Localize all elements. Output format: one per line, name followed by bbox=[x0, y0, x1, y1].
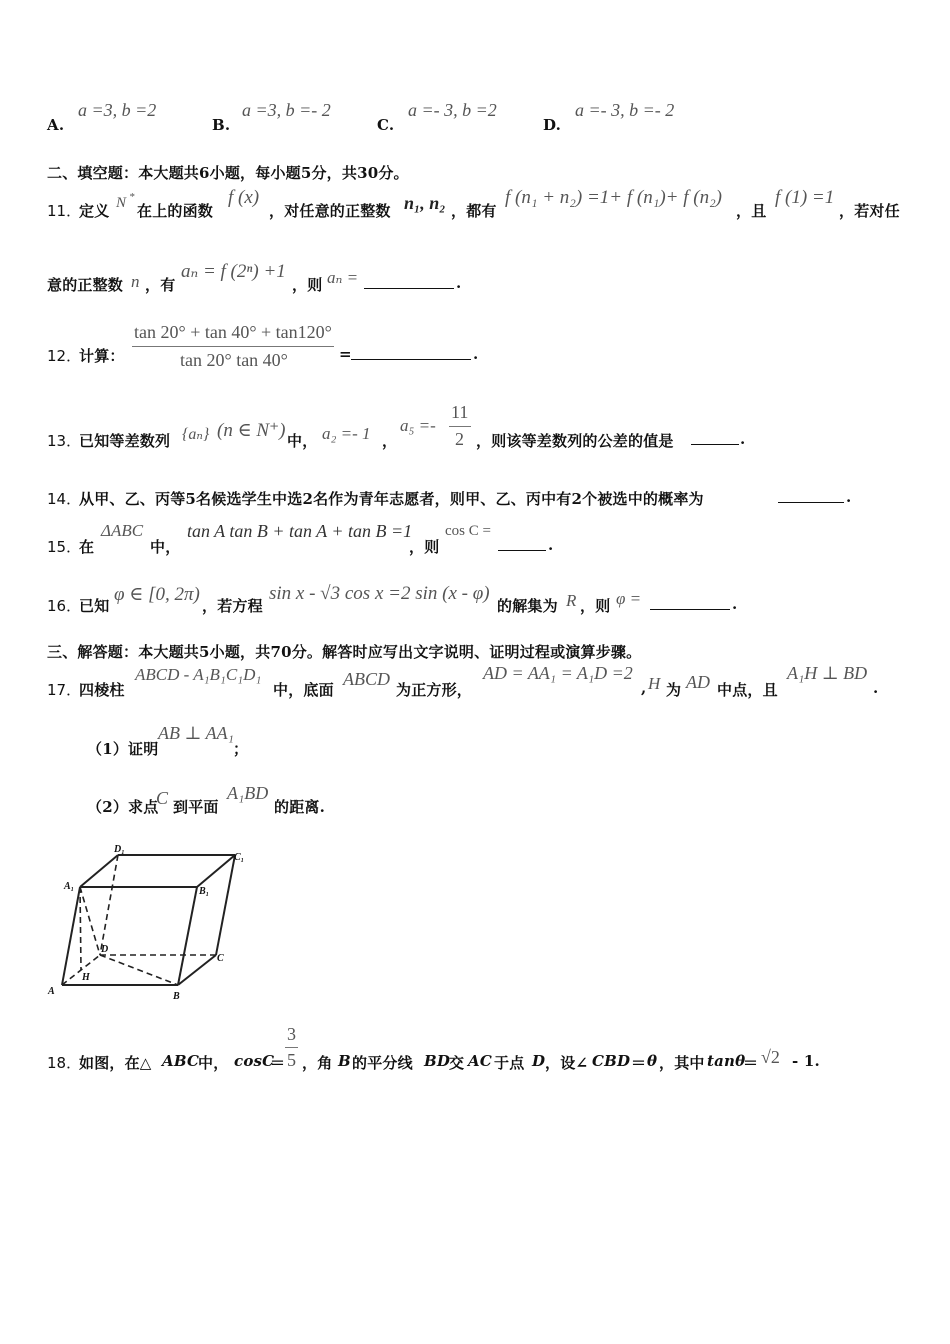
q14-answer-blank[interactable] bbox=[778, 488, 844, 503]
q11-text: ，且 bbox=[736, 202, 767, 220]
q16-text: 已知 bbox=[79, 597, 110, 615]
q15-text: 在 bbox=[79, 538, 95, 556]
q13-math-condition: (n ∈ N⁺) bbox=[217, 420, 286, 441]
q11-text: ，对任意的正整数 bbox=[269, 202, 391, 220]
q17-part2-math-C: C bbox=[156, 788, 169, 808]
q18-cbd: CBD bbox=[592, 1052, 631, 1070]
q12-equals: = bbox=[339, 345, 352, 363]
q18-text: ，其中 bbox=[659, 1054, 705, 1072]
q11-math-an: aₙ = f (2ⁿ) +1 bbox=[181, 261, 286, 282]
edge-c1-c bbox=[216, 855, 235, 955]
q17-math-perpendicular: A₁H ⊥ BD bbox=[787, 663, 868, 683]
q11-math-n12: n₁, n₂ bbox=[404, 193, 446, 213]
q13-number: 13． bbox=[47, 432, 82, 450]
q18-text: ＝ bbox=[743, 1054, 759, 1072]
q18-fraction-numerator: 3 bbox=[287, 1024, 296, 1044]
q11-end: . bbox=[456, 274, 462, 292]
q16-math-R: R bbox=[566, 591, 577, 610]
q14-end: . bbox=[846, 488, 852, 506]
q17-text: , bbox=[641, 679, 647, 697]
option-a-label: A. bbox=[47, 116, 65, 134]
edge-a1-d bbox=[80, 887, 100, 955]
q18-tantheta: tanθ bbox=[707, 1052, 746, 1070]
option-c-label: C. bbox=[377, 116, 395, 134]
q11-text: 意的正整数 bbox=[47, 276, 124, 294]
q11-math-equation: f (n₁ + n₂) =1+ f (n₁)+ f (n₂) bbox=[505, 187, 723, 208]
q16-math-equation: sin x - √3 cos x =2 sin (x - φ) bbox=[269, 583, 490, 604]
q11-math-fx: f (x) bbox=[228, 187, 260, 208]
option-b-math: a =3, b =- 2 bbox=[242, 100, 331, 120]
q13-text: ， bbox=[382, 432, 398, 450]
q17-part1-end: ； bbox=[233, 740, 249, 758]
q13-math-a2: a₂ =- 1 bbox=[322, 424, 371, 443]
label-h: H bbox=[82, 972, 90, 983]
q18-cosc: cosC bbox=[234, 1052, 275, 1070]
q11-text: ，若对任 bbox=[839, 202, 900, 220]
q13-math-sequence: {aₙ} bbox=[182, 426, 210, 443]
q17-text: 为正方形， bbox=[396, 681, 473, 699]
q17-part2-end: 的距离. bbox=[274, 798, 326, 816]
q13-text: ，则该等差数列的公差的值是 bbox=[476, 432, 674, 450]
q17-math-AD: AD bbox=[686, 672, 710, 692]
edge-a1-h bbox=[80, 887, 81, 970]
q12-answer-blank[interactable] bbox=[351, 345, 471, 360]
q11-math-star: * bbox=[129, 191, 135, 203]
q18-fraction-denominator: 5 bbox=[287, 1050, 296, 1070]
q18-ac: AC bbox=[468, 1052, 492, 1070]
q11-math-n: n bbox=[131, 272, 140, 291]
q17-part2-text: 到平面 bbox=[173, 798, 219, 816]
q13-fraction-bar bbox=[449, 426, 471, 427]
q17-text: 为 bbox=[666, 681, 682, 699]
q13-math-a5: a₅ =- bbox=[400, 416, 436, 435]
q11-text: 在上的函数 bbox=[137, 202, 214, 220]
q11-text: ，有 bbox=[145, 276, 176, 294]
label-a: A bbox=[48, 986, 55, 997]
edge-d1-d bbox=[100, 855, 118, 955]
q18-text: 于点 bbox=[494, 1054, 525, 1072]
edge-b1-b bbox=[178, 887, 197, 985]
edge-d-b bbox=[100, 955, 178, 985]
q14-number: 14． bbox=[47, 490, 82, 508]
q11-math-nstar: N bbox=[116, 195, 127, 211]
q18-d: D bbox=[532, 1052, 546, 1070]
q15-answer-blank[interactable] bbox=[498, 536, 546, 551]
q17-part1-math: AB ⊥ AA₁ bbox=[158, 723, 234, 743]
q11-math-an2: aₙ = bbox=[327, 268, 359, 287]
q18-bd: BD bbox=[424, 1052, 451, 1070]
option-b-label: B. bbox=[212, 116, 231, 134]
label-b: B bbox=[173, 991, 180, 1002]
q18-fraction-bar bbox=[285, 1047, 298, 1048]
q16-text: 的解集为 bbox=[497, 597, 558, 615]
q15-text: 中， bbox=[150, 538, 181, 556]
q18-number: 18． bbox=[47, 1054, 82, 1072]
q16-math-phi-range: φ ∈ [0, 2π) bbox=[114, 584, 200, 605]
q18-text: 如图，在△ bbox=[79, 1054, 152, 1072]
q17-number: 17． bbox=[47, 681, 82, 699]
q15-math-triangle: ΔABC bbox=[101, 521, 144, 540]
q16-end: . bbox=[732, 595, 738, 613]
q13-fraction-denominator: 2 bbox=[455, 429, 464, 449]
label-b1: B₁ bbox=[199, 886, 210, 897]
label-d1: D₁ bbox=[114, 844, 125, 855]
q18-text: ＝ bbox=[631, 1054, 647, 1072]
q11-text: 定义 bbox=[79, 202, 110, 220]
q17-math-H: H bbox=[648, 674, 661, 693]
q12-text: 计算： bbox=[79, 347, 125, 365]
q18-text: 交 bbox=[449, 1054, 465, 1072]
q17-part2-label: （2）求点 bbox=[87, 798, 159, 816]
q18-text: ，角 bbox=[302, 1054, 333, 1072]
label-a1: A₁ bbox=[64, 881, 75, 892]
label-c1: C₁ bbox=[234, 852, 245, 863]
q18-sqrt2: √2 bbox=[761, 1047, 780, 1067]
q11-text: ，都有 bbox=[451, 202, 497, 220]
option-d-math: a =- 3, b =- 2 bbox=[575, 100, 675, 120]
q17-part1-label: （1）证明 bbox=[87, 740, 159, 758]
q11-text: ，则 bbox=[292, 276, 323, 294]
q12-fraction-denominator: tan 20° tan 40° bbox=[180, 350, 288, 370]
q18-b: B bbox=[338, 1052, 351, 1070]
q18-text: ＝ bbox=[270, 1054, 286, 1072]
q18-text: ，设∠ bbox=[545, 1054, 589, 1072]
q11-answer-blank[interactable] bbox=[364, 274, 454, 289]
q12-fraction-bar bbox=[132, 346, 334, 347]
option-c-math: a =- 3, b =2 bbox=[408, 100, 497, 120]
label-c: C bbox=[217, 953, 224, 964]
q15-math-cos: cos C = bbox=[445, 523, 491, 539]
q16-number: 16． bbox=[47, 597, 82, 615]
q17-text: 四棱柱 bbox=[79, 681, 125, 699]
q18-abc: ABC bbox=[162, 1052, 200, 1070]
q12-end: . bbox=[473, 345, 479, 363]
q16-text: ，则 bbox=[580, 597, 611, 615]
q11-math-f1: f (1) =1 bbox=[775, 187, 835, 208]
option-a-math: a =3, b =2 bbox=[78, 100, 157, 120]
label-d: D bbox=[101, 944, 109, 955]
q15-end: . bbox=[548, 536, 554, 554]
q12-number: 12． bbox=[47, 347, 82, 365]
section3-heading: 三、解答题：本大题共5小题，共70分。解答时应写出文字说明、证明过程或演算步骤。 bbox=[47, 643, 642, 661]
q18-text: - 1. bbox=[792, 1052, 820, 1070]
q16-math-phi: φ = bbox=[616, 589, 642, 608]
q13-answer-blank[interactable] bbox=[691, 430, 739, 445]
q18-text: 中， bbox=[198, 1054, 229, 1072]
q15-math-equation: tan A tan B + tan A + tan B =1 bbox=[187, 521, 413, 541]
q13-end: . bbox=[740, 430, 746, 448]
q18-theta: θ bbox=[647, 1052, 658, 1070]
edge-a1-a bbox=[62, 887, 80, 985]
q17-part2-math-plane: A₁BD bbox=[227, 783, 269, 803]
q13-text: 中， bbox=[287, 432, 318, 450]
edge-a1-d1 bbox=[80, 855, 118, 887]
q13-fraction-numerator: 11 bbox=[451, 402, 469, 422]
section2-heading: 二、填空题：本大题共6小题，每小题5分，共30分。 bbox=[47, 164, 409, 182]
q13-text: 已知等差数列 bbox=[79, 432, 171, 450]
q17-text: 中，底面 bbox=[273, 681, 334, 699]
q17-math-equation: AD = AA₁ = A₁D =2 bbox=[483, 663, 633, 683]
q17-end: . bbox=[873, 679, 879, 697]
q16-answer-blank[interactable] bbox=[650, 595, 730, 610]
q16-text: ，若方程 bbox=[202, 597, 263, 615]
q17-math-prism: ABCD - A₁B₁C₁D₁ bbox=[135, 665, 262, 684]
q14-text: 从甲、乙、丙等5名候选学生中选2名作为青年志愿者，则甲、乙、丙中有2个被选中的概率为 bbox=[79, 490, 704, 508]
prism-figure bbox=[40, 835, 270, 1010]
q17-text: 中点，且 bbox=[717, 681, 778, 699]
option-d-label: D. bbox=[543, 116, 562, 134]
q11-number: 11． bbox=[47, 202, 82, 220]
q17-math-base: ABCD bbox=[343, 669, 390, 689]
q15-text: ，则 bbox=[409, 538, 440, 556]
q15-number: 15． bbox=[47, 538, 82, 556]
q12-fraction-numerator: tan 20° + tan 40° + tan120° bbox=[134, 322, 332, 342]
q18-text: 的平分线 bbox=[352, 1054, 413, 1072]
